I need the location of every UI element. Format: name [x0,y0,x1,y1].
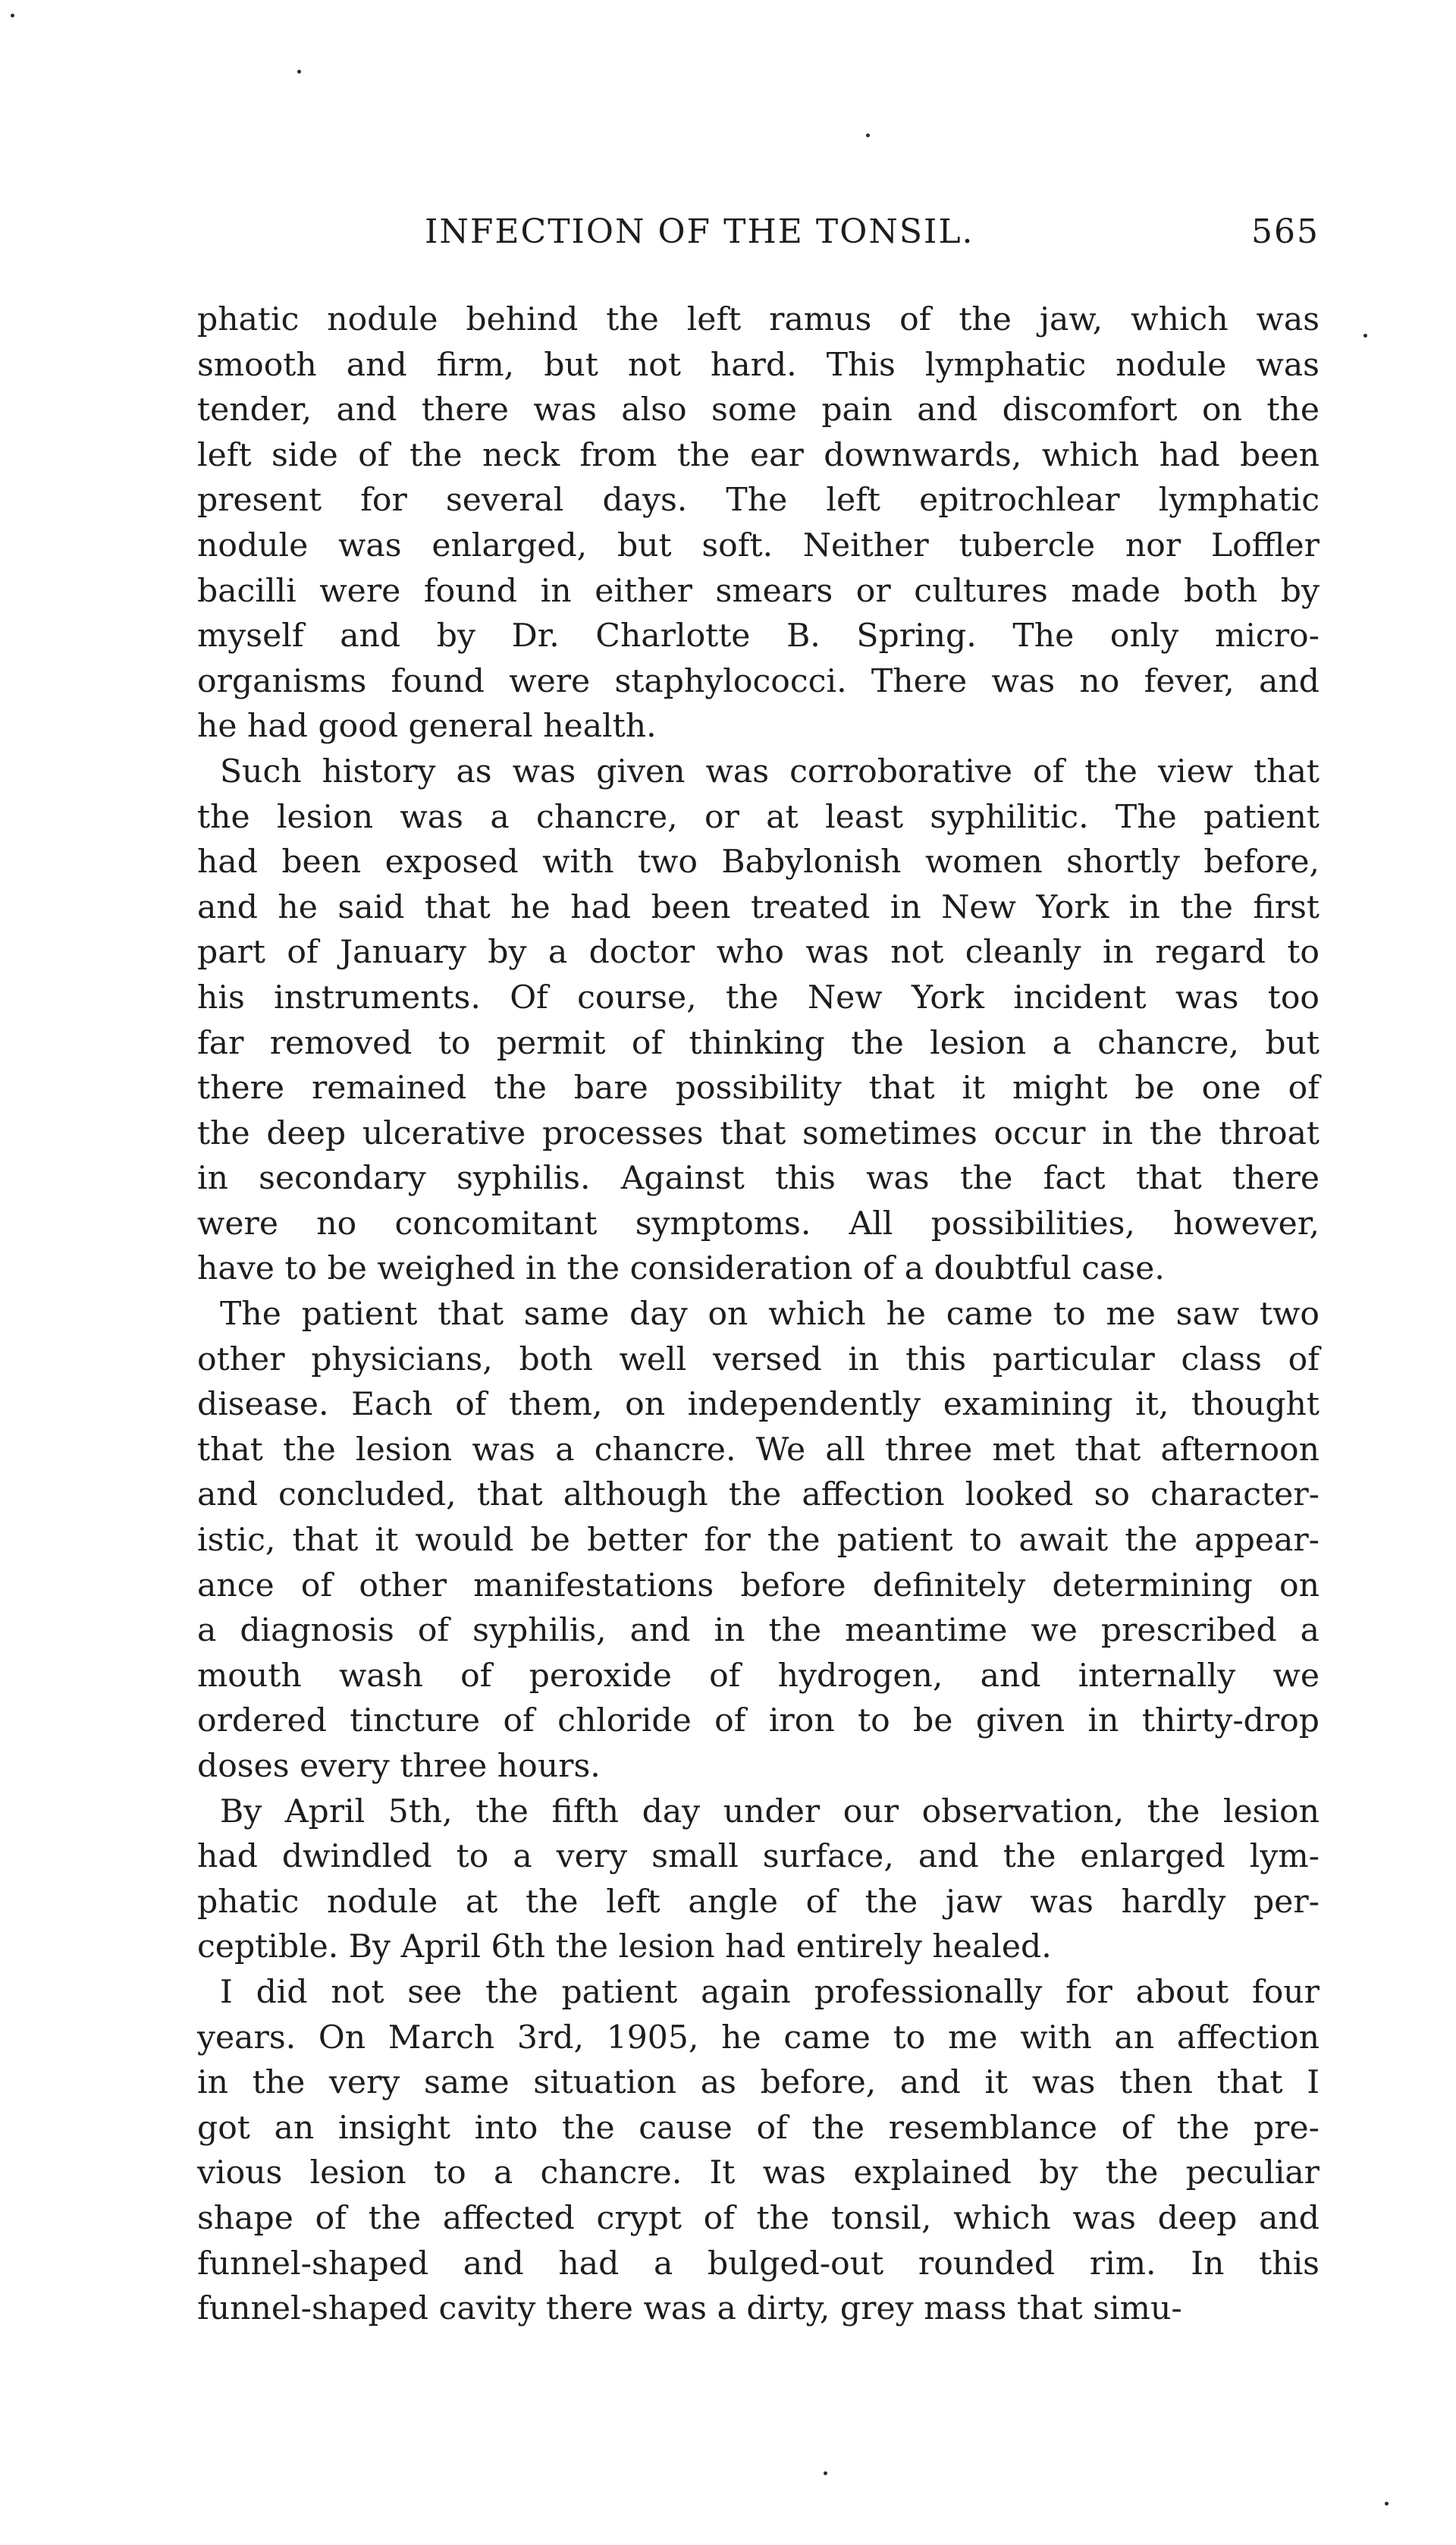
paragraph [197,1789,1320,1970]
page-number: 565 [1251,212,1320,251]
text-line: I did not see the patient again professionally for about four [220,1973,1320,2011]
text-line: nodule was enlarged, but soft. Neither tubercle nor Loffler [197,526,1320,564]
text-line: in secondary syphilis. Against this was the fact that there [197,1160,1320,1198]
text-line: mouth wash of peroxide of hydrogen, and internally we [197,1657,1320,1695]
margin-speck [824,2471,827,2475]
text-line: the lesion was a chancre, or at least syphilitic. The patient [197,798,1320,836]
text-line: organisms found were staphylococci. There was no fever, and [197,662,1320,700]
text-line: funnel-shaped cavity there was a dirty, grey mass that simu- [197,2290,1182,2328]
paragraph [197,1292,1320,1789]
paragraph [197,297,1320,749]
body-text [197,297,1320,2332]
text-line: phatic nodule at the left angle of the jaw was hardly per- [197,1883,1320,1921]
text-line: there remained the bare possibility that it might be one of [197,1070,1320,1108]
text-line: had been exposed with two Babylonish women shortly before, [197,844,1320,881]
margin-speck [866,134,870,137]
text-line: bacilli were found in either smears or cultures made both by [197,572,1320,610]
text-line: smooth and firm, but not hard. This lymphatic nodule was [197,346,1320,384]
book-page [197,212,1320,2332]
text-line: and concluded, that although the affection looked so character- [197,1476,1320,1514]
running-title: INFECTION OF THE TONSIL. [425,212,974,251]
text-line: and he said that he had been treated in New York in the first [197,888,1320,926]
text-line: left side of the neck from the ear downwards, which had been [197,436,1320,474]
text-line: vious lesion to a chancre. It was explained by the peculiar [197,2154,1320,2192]
text-line: istic, that it would be better for the patient to await the appear- [197,1522,1320,1560]
text-line: were no concomitant symptoms. All possibilities, however, [197,1205,1320,1243]
text-line: tender, and there was also some pain and discomfort on the [197,391,1320,429]
text-line: in the very same situation as before, and it was then that I [197,2064,1320,2102]
text-line: funnel-shaped and had a bulged-out rounded rim. In this [197,2245,1320,2283]
text-line: he had good general health. [197,708,657,746]
text-line: doses every three hours. [197,1748,601,1785]
running-header [197,212,1320,267]
text-line: The patient that same day on which he came to me saw two [220,1296,1320,1334]
text-line: Such history as was given was corroborative of the view that [220,753,1320,790]
text-line: ance of other manifestations before definitely determining on [197,1566,1320,1604]
text-line: phatic nodule behind the left ramus of the jaw, which was [197,301,1320,338]
margin-speck [1385,2502,1389,2506]
text-line: the deep ulcerative processes that sometimes occur in the throat [197,1114,1320,1152]
text-line: had dwindled to a very small surface, and the enlarged lym- [197,1838,1320,1876]
text-line: myself and by Dr. Charlotte B. Spring. The only micro- [197,617,1320,655]
paragraph [197,1970,1320,2332]
text-line: that the lesion was a chancre. We all three met that afternoon [197,1431,1320,1469]
text-line: years. On March 3rd, 1905, he came to me with an affection [197,2019,1320,2056]
text-line: part of January by a doctor who was not cleanly in regard to [197,934,1320,972]
margin-speck [11,14,14,17]
margin-speck [297,70,301,74]
text-line: shape of the affected crypt of the tonsil, which was deep and [197,2199,1320,2237]
text-line: By April 5th, the fifth day under our observation, the lesion [220,1792,1320,1830]
text-line: have to be weighed in the consideration of a doubtful case. [197,1250,1165,1288]
text-line: present for several days. The left epitrochlear lymphatic [197,482,1320,520]
text-line: got an insight into the cause of the resemblance of the pre- [197,2109,1320,2147]
margin-speck [1363,334,1367,338]
text-line: disease. Each of them, on independently examining it, thought [197,1386,1320,1424]
text-line: far removed to permit of thinking the lesion a chancre, but [197,1024,1320,1062]
text-line: a diagnosis of syphilis, and in the meantime we prescribed a [197,1612,1320,1650]
text-line: ordered tincture of chloride of iron to be given in thirty-drop [197,1702,1320,1740]
text-line: other physicians, both well versed in this particular class of [197,1340,1320,1378]
paragraph [197,749,1320,1292]
text-line: his instruments. Of course, the New York incident was too [197,979,1320,1016]
text-line: ceptible. By April 6th the lesion had entirely healed. [197,1928,1052,1966]
